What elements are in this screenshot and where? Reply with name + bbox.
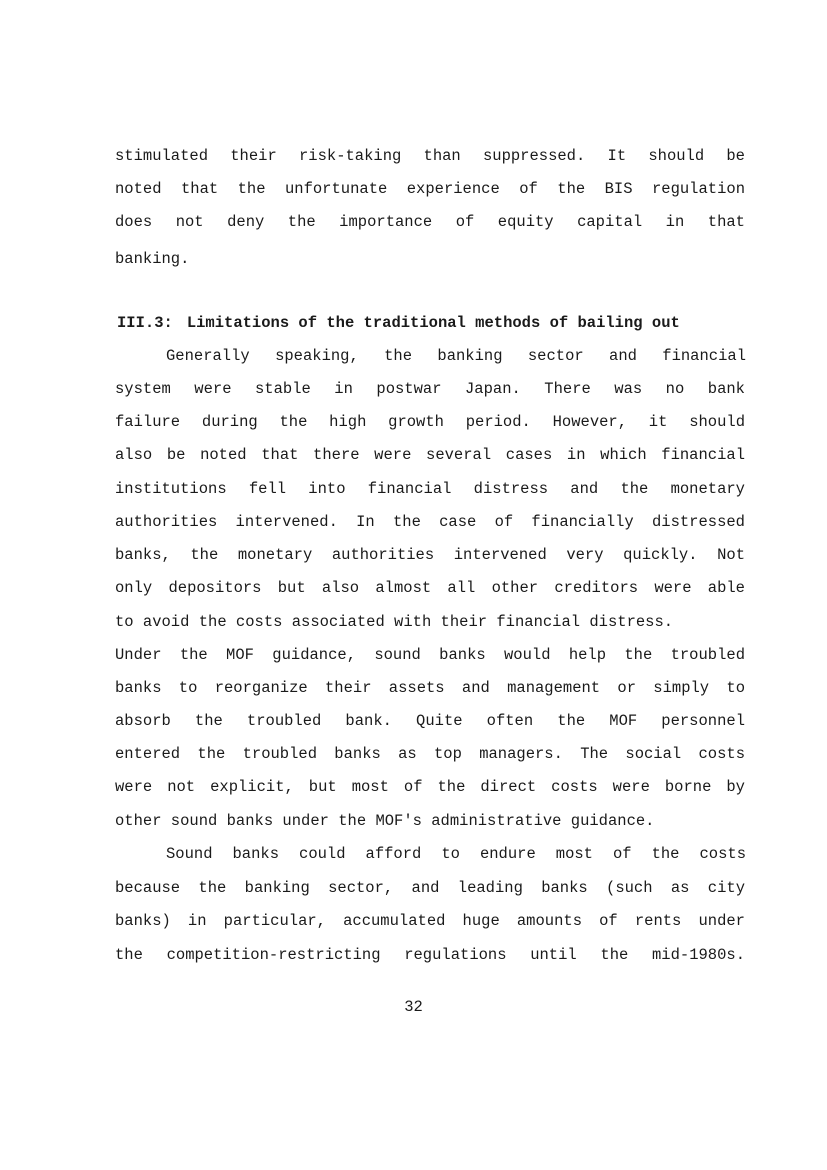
section-title: Limitations of the traditional methods of bailing out (186, 314, 680, 332)
section-heading (117, 312, 732, 334)
text-line: banking. (115, 250, 190, 268)
text-line: stimulated their risk-taking than suppressed. It should be (115, 147, 745, 165)
paragraph-line: to avoid the costs associated with their financial distress. (115, 613, 674, 631)
paragraph-line: banks) in particular, accumulated huge amounts of rents under (115, 912, 745, 930)
text-line: does not deny the importance of equity capital in that (115, 213, 745, 231)
page-number: 32 (404, 998, 423, 1016)
paragraph-line: also be noted that there were several cases in which financial (115, 446, 745, 464)
paragraph-line: Generally speaking, the banking sector and financial (166, 347, 746, 365)
paragraph-line: system were stable in postwar Japan. There was no bank (115, 380, 745, 398)
paragraph-line: entered the troubled banks as top managers. The social costs (115, 745, 745, 763)
text-line: noted that the unfortunate experience of the BIS regulation (115, 180, 745, 198)
paragraph-line: failure during the high growth period. However, it should (115, 413, 745, 431)
paragraph-line: were not explicit, but most of the direct costs were borne by (115, 778, 745, 796)
paragraph-line: Sound banks could afford to endure most of the costs (166, 845, 746, 863)
paragraph-line: the competition-restricting regulations until the mid-1980s. (115, 946, 745, 964)
paragraph-line: institutions fell into financial distress and the monetary (115, 480, 745, 498)
paragraph-line: authorities intervened. In the case of financially distressed (115, 513, 745, 531)
paragraph-line: because the banking sector, and leading banks (such as city (115, 879, 745, 897)
paragraph-line: absorb the troubled bank. Quite often the MOF personnel (115, 712, 745, 730)
paragraph-line: banks to reorganize their assets and management or simply to (115, 679, 745, 697)
paragraph-line: other sound banks under the MOF's administrative guidance. (115, 812, 655, 830)
section-number: III.3: (117, 314, 173, 332)
paragraph-line: banks, the monetary authorities intervened very quickly. Not (115, 546, 745, 564)
paragraph-line: only depositors but also almost all other creditors were able (115, 579, 745, 597)
paragraph-line: Under the MOF guidance, sound banks would help the troubled (115, 646, 745, 664)
